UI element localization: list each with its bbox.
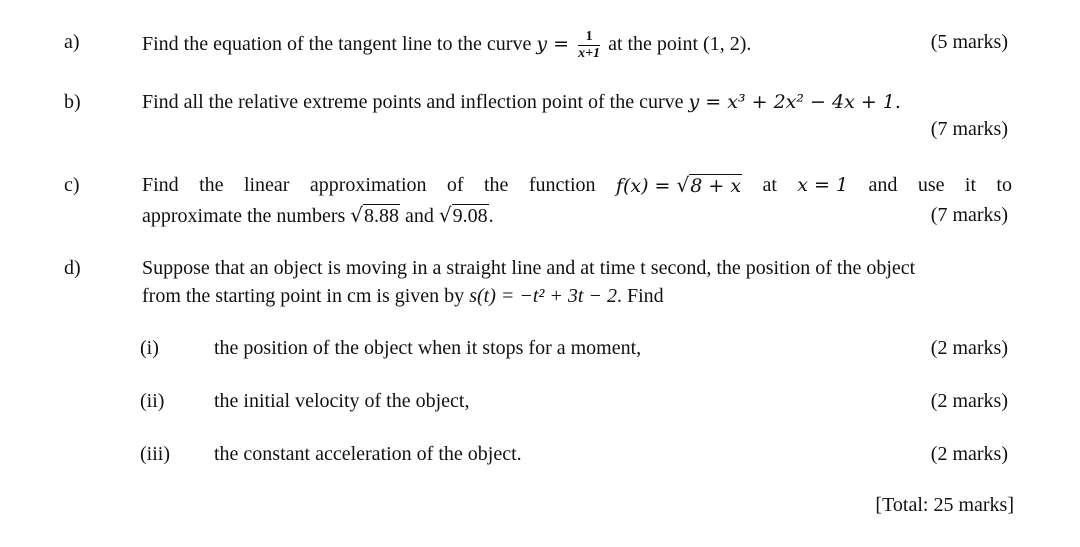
question-c-word-the: the: [199, 174, 224, 196]
question-a-math-lhs: y =: [536, 33, 576, 56]
question-d-line-2-before: from the starting point in cm is given by: [142, 285, 470, 307]
question-d-line-2-after: . Find: [616, 285, 664, 307]
sqrt-icon: √: [438, 203, 452, 227]
question-c-word-approximation: approximation: [309, 174, 427, 196]
question-c-radicand-1: 8 + x: [690, 175, 742, 197]
question-a-text-before: Find the equation of the tangent line to the curve: [142, 33, 537, 56]
question-b-equation: y = x³ + 2x² − 4x + 1.: [688, 91, 901, 113]
question-a-frac-den: x+1: [578, 46, 601, 61]
question-c-x-eq: x = 1: [797, 174, 849, 196]
sub-question-i-text: the position of the object when it stops for a moment,: [214, 337, 642, 359]
sqrt-icon: √: [676, 173, 690, 197]
sub-question-iii-text: the constant acceleration of the object.: [214, 443, 522, 465]
question-c-word-linear: linear: [243, 174, 290, 196]
question-c-label: c): [64, 174, 80, 196]
question-c-word-of: of: [446, 174, 464, 196]
question-c-word-function: function: [528, 174, 596, 196]
question-a-label: a): [64, 31, 80, 53]
question-b-marks: (7 marks): [930, 118, 1008, 140]
sqrt-icon: √: [350, 203, 364, 227]
question-c-word-find: Find: [142, 174, 179, 196]
question-c-line-2-text: approximate the numbers: [142, 205, 351, 227]
question-d-equation: s(t) = −t² + 3t − 2: [469, 285, 617, 307]
question-c-word-it: it: [964, 174, 977, 196]
sub-question-ii-label: (ii): [140, 390, 165, 412]
question-c-radicand-2: 8.88: [364, 205, 400, 227]
sub-question-ii-marks: (2 marks): [930, 390, 1008, 412]
question-c-word-the-2: the: [484, 174, 509, 196]
question-d-line-1: Suppose that an object is moving in a straight line and at time t second, the position of the object: [142, 257, 916, 279]
sub-question-i-label: (i): [140, 337, 159, 359]
question-a-text: [142, 30, 751, 61]
question-c-function: [616, 173, 742, 198]
question-b-text-body: Find all the relative extreme points and inflection point of the curve: [142, 91, 689, 113]
question-c-and-2: and: [400, 205, 439, 227]
sub-question-ii-text: the initial velocity of the object,: [214, 390, 470, 412]
question-a-text-after: at the point (1, 2).: [603, 33, 752, 56]
question-c-period: .: [488, 205, 494, 227]
question-c-word-at: at: [762, 174, 777, 196]
question-c-radicand-3: 9.08: [452, 205, 488, 227]
question-c-word-to: to: [996, 174, 1012, 196]
question-c-marks: (7 marks): [930, 204, 1008, 226]
sub-question-iii-marks: (2 marks): [930, 443, 1008, 465]
question-c-func-lhs: f(x) =: [615, 175, 677, 197]
total-marks: [Total: 25 marks]: [875, 494, 1014, 516]
question-d-label: d): [64, 257, 81, 279]
question-c-word-use: use: [917, 174, 945, 196]
question-a-frac-num: 1: [578, 30, 600, 46]
question-b-text: [142, 90, 901, 114]
question-c-line-2: [142, 203, 494, 228]
sub-question-iii-label: (iii): [140, 443, 170, 465]
question-a-fraction: [578, 30, 600, 61]
question-a-marks: (5 marks): [930, 31, 1008, 53]
question-c-word-and: and: [868, 174, 898, 196]
question-c-line-1: [142, 173, 1012, 198]
question-d-line-2: [142, 284, 664, 308]
question-b-label: b): [64, 91, 81, 113]
sub-question-i-marks: (2 marks): [930, 337, 1008, 359]
